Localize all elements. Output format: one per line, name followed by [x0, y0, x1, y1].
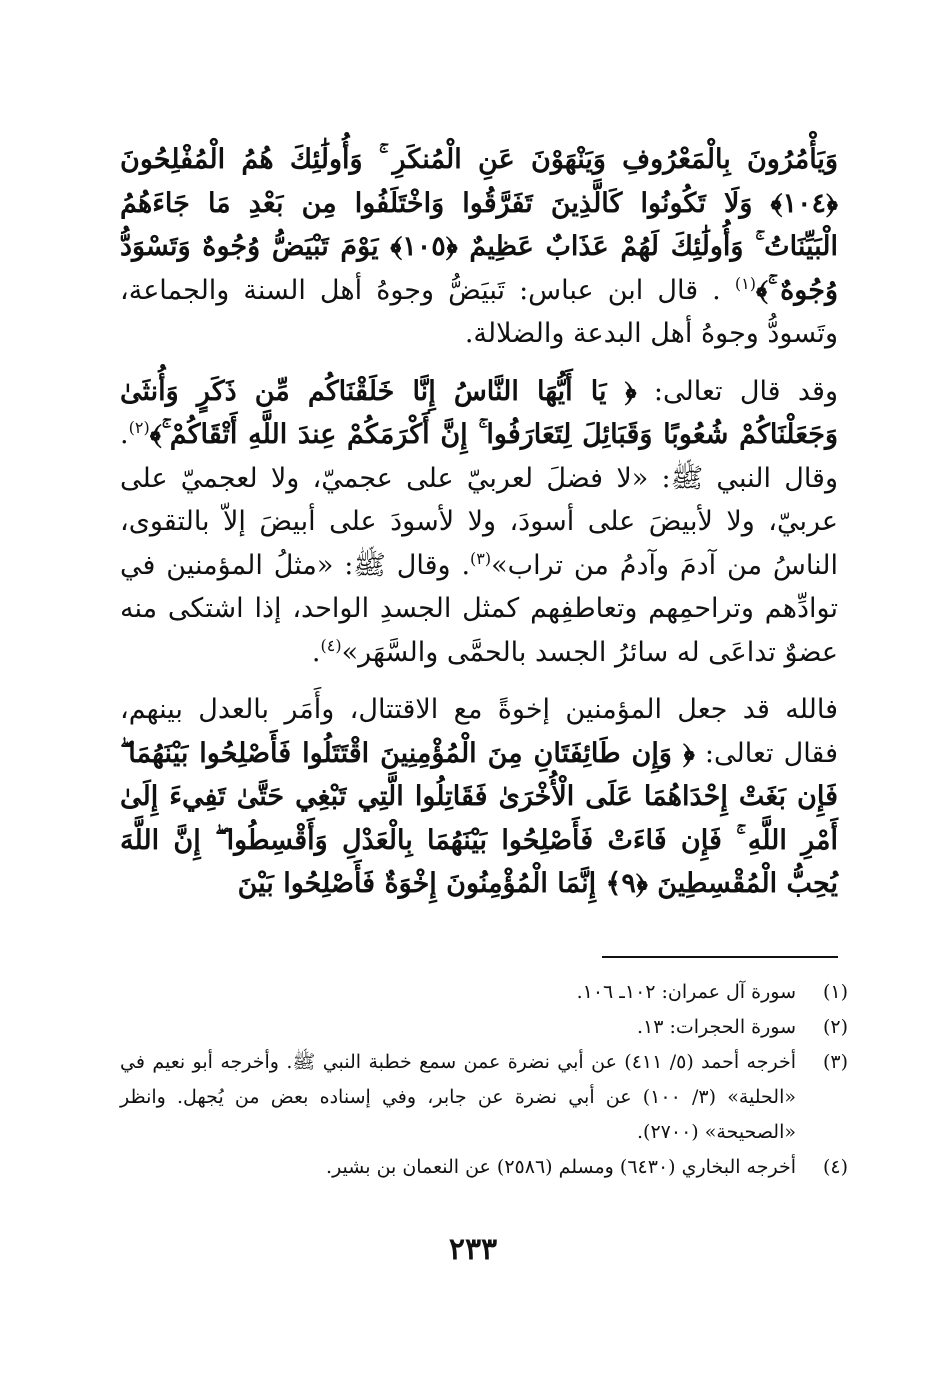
body-text: فالله قد جعل المؤمنين إخوةً مع الاقتتال، وأَمَر بالعدل بينهم، فقال تعالى: — [120, 694, 839, 769]
footnote-number: (٢) — [822, 1016, 848, 1038]
footnote-text: أخرجه البخاري (٦٤٣٠) ومسلم (٢٥٨٦) عن النعمان بن بشير. — [326, 1156, 796, 1178]
body-text: وقد قال تعالى: — [636, 375, 838, 407]
footnote-item — [120, 1045, 848, 1150]
footnote-item — [120, 975, 848, 1010]
footnote-text: سورة الحجرات: ١٣. — [636, 1016, 796, 1038]
footnote-text: أخرجه أحمد (٥/ ٤١١) عن أبي نضرة عمن سمع خطبة النبي ﷺ. وأخرجه أبو نعيم في «الحلية» (٣/ ١٠٠) عن أبي نضرة عن جابر، وفي إسناده بعض من يُجهل. وانظر «الصحيحة» (٢٧٠٠). — [120, 1051, 796, 1143]
body-text: . وقال ﷺ: «مثلُ المؤمنين في توادِّهم وتراحمِهم وتعاطفِهم كمثل الجسدِ الواحد، إذا اشتكى منه عضوٌ تداعَى له سائرُ الجسد بالحمَّى والسَّهَر» — [120, 549, 838, 668]
footnote-marker[interactable]: (٣) — [470, 548, 492, 568]
paragraph — [120, 688, 838, 906]
footnote-item — [120, 1150, 848, 1185]
footnote-marker[interactable]: (١) — [734, 273, 756, 293]
quran-verse: ﴿ يَا أَيُّهَا النَّاسُ إِنَّا خَلَقْنَاكُم مِّن ذَكَرٍ وَأُنثَىٰ وَجَعَلْنَاكُمْ شُعُوبًا وَقَبَائِلَ لِتَعَارَفُوا ۚ إِنَّ أَكْرَمَكُمْ عِندَ اللَّهِ أَتْقَاكُمْ ۚ﴾ — [120, 375, 838, 450]
page-number: ٢٣٣ — [448, 1232, 498, 1267]
paragraph — [120, 138, 838, 356]
footnotes — [120, 975, 848, 1185]
footnote-marker[interactable]: (٢) — [128, 418, 150, 437]
quran-verse: ﴿ وَإِن طَائِفَتَانِ مِنَ الْمُؤْمِنِينَ اقْتَتَلُوا فَأَصْلِحُوا بَيْنَهُمَا ۖ فَإِن بَغَتْ إِحْدَاهُمَا عَلَى الْأُخْرَىٰ فَقَاتِلُوا الَّتِي تَبْغِي حَتَّىٰ تَفِيءَ إِلَىٰ أَمْرِ اللَّهِ ۚ فَإِن فَاءَتْ فَأَصْلِحُوا بَيْنَهُمَا بِالْعَدْلِ وَأَقْسِطُوا ۖ إِنَّ اللَّهَ يُحِبُّ الْمُقْسِطِينَ ﴿٩﴾ إِنَّمَا الْمُؤْمِنُونَ إِخْوَةٌ فَأَصْلِحُوا بَيْنَ — [120, 737, 838, 899]
quran-verse: وَيَأْمُرُونَ بِالْمَعْرُوفِ وَيَنْهَوْنَ عَنِ الْمُنكَرِ ۚ وَأُولَٰئِكَ هُمُ الْمُفْلِحُونَ ﴿١٠٤﴾ وَلَا تَكُونُوا كَالَّذِينَ تَفَرَّقُوا وَاخْتَلَفُوا مِن بَعْدِ مَا جَاءَهُمُ الْبَيِّنَاتُ ۚ وَأُولَٰئِكَ لَهُمْ عَذَابٌ عَظِيمٌ ﴿١٠٥﴾ يَوْمَ تَبْيَضُّ وُجُوهٌ وَتَسْوَدُّ وُجُوهٌ ۚ﴾ — [120, 144, 838, 306]
footnote-divider — [602, 956, 838, 958]
footnote-number: (٤) — [822, 1156, 848, 1178]
body-text: . — [311, 636, 321, 668]
paragraph — [120, 370, 838, 675]
main-text — [120, 138, 838, 906]
footnote-number: (٣) — [822, 1051, 848, 1073]
footnote-number: (١) — [822, 981, 848, 1003]
footnote-text: سورة آل عمران: ١٠٢ـ ١٠٦. — [576, 981, 796, 1003]
body-text: . وقال النبي ﷺ: «لا فضلَ لعربيّ على عجميّ، ولا لعجميّ على عربيّ، ولا لأبيضَ على أسودَ، ولا لأسودَ على أبيضَ إلاّ بالتقوى، الناسُ من آدمَ وآدمُ من تراب» — [120, 419, 838, 581]
footnote-item — [120, 1010, 848, 1045]
footnote-marker[interactable]: (٤) — [320, 635, 342, 655]
body-text: . قال ابن عباس: تَبيَضُّ وجوهُ أهل السنة والجماعة، وتَسودُّ وجوهُ أهل البدعة والضلالة. — [120, 274, 838, 349]
